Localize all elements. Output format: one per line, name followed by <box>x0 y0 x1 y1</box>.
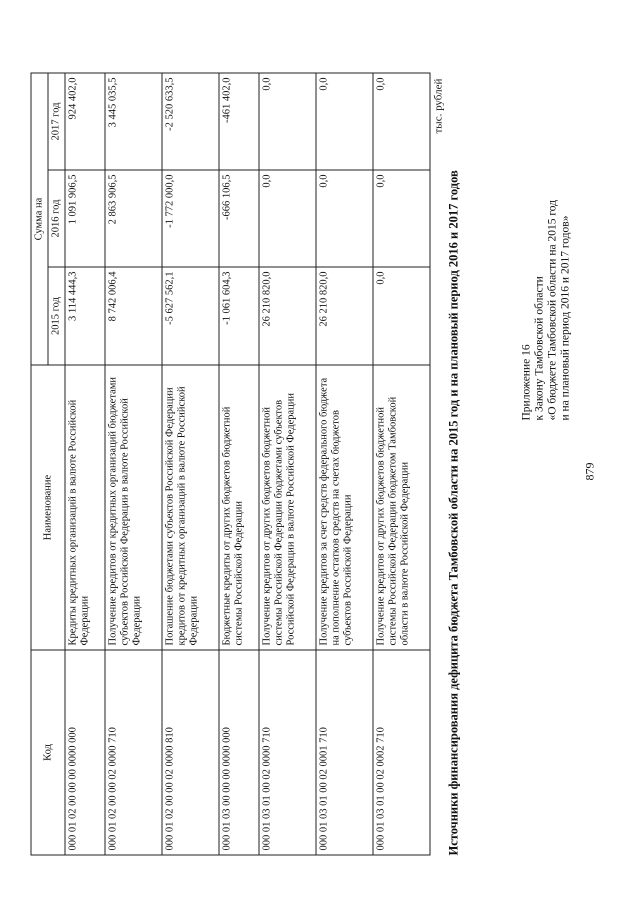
units-label: тыс. рублей <box>432 78 444 133</box>
cell-2015: 0,0 <box>373 267 430 365</box>
cell-2017: 0,0 <box>373 72 430 169</box>
cell-name: Получение кредитов от других бюджетов бюджетной системы Российской Федерации бюджетом Тамбовской области в валюте Российской Федерации <box>373 365 430 650</box>
table-row <box>65 72 105 854</box>
cell-code: 000 01 03 00 00 00 0000 000 <box>219 650 259 855</box>
cell-2016: 1 091 906,5 <box>65 170 105 267</box>
cell-2015: 26 210 820,0 <box>316 267 373 365</box>
cell-name: Получение кредитов от кредитных организаций бюджетами субъектов Российской Федерации в валюте Российской Федерации <box>105 365 162 650</box>
cell-2016: 0,0 <box>259 170 316 267</box>
cell-name: Получение кредитов от других бюджетов бюджетной системы Российской Федерации бюджетами субъектов Российской Федерации в валюте Российской Федерации <box>259 365 316 650</box>
header-2015: 2015 год <box>48 267 65 365</box>
header-2016: 2016 год <box>48 170 65 267</box>
header-sum: Сумма на <box>31 72 48 364</box>
cell-2015: 3 114 444,3 <box>65 267 105 365</box>
financing-table <box>30 72 430 855</box>
cell-2017: 0,0 <box>259 72 316 169</box>
appendix-line: к Закону Тамбовской области <box>533 275 545 420</box>
header-2017: 2017 год <box>48 72 65 169</box>
cell-name: Кредиты кредитных организаций в валюте Российской Федерации <box>65 365 105 650</box>
table-row <box>259 72 316 854</box>
table-row <box>316 72 373 854</box>
cell-code: 000 01 03 01 00 02 0002 710 <box>373 650 430 855</box>
appendix-line: «О бюджете Тамбовской области на 2015 год <box>546 199 558 420</box>
cell-2016: 0,0 <box>373 170 430 267</box>
cell-name: Погашение бюджетами субъектов Российской Федерации кредитов от кредитных организаций в валюте Российской Федерации <box>162 365 219 650</box>
table-row <box>162 72 219 854</box>
cell-name: Получение кредитов за счет средств федерального бюджета на пополнение остатков средств на счетах бюджетов субъектов Российской Федерации <box>316 365 373 650</box>
cell-code: 000 01 02 00 00 02 0000 810 <box>162 650 219 855</box>
header-row <box>31 72 48 854</box>
cell-2016: -1 772 000,0 <box>162 170 219 267</box>
cell-code: 000 01 03 01 00 02 0001 710 <box>316 650 373 855</box>
table-row <box>219 72 259 854</box>
appendix-line: Приложение 16 <box>520 343 532 420</box>
cell-name: Бюджетные кредиты от других бюджетов бюджетной системы Российской Федерации <box>219 365 259 650</box>
appendix-note <box>520 199 572 420</box>
cell-2016: 0,0 <box>316 170 373 267</box>
header-name: Наименование <box>31 365 65 650</box>
cell-2016: -666 106,5 <box>219 170 259 267</box>
cell-2015: -1 061 604,3 <box>219 267 259 365</box>
cell-2017: 0,0 <box>316 72 373 169</box>
cell-2015: 8 742 006,4 <box>105 267 162 365</box>
cell-2016: 2 863 906,5 <box>105 170 162 267</box>
cell-2017: -461 402,0 <box>219 72 259 169</box>
cell-2015: -5 627 562,1 <box>162 267 219 365</box>
table-row <box>373 72 430 854</box>
cell-2017: -2 520 633,5 <box>162 72 219 169</box>
cell-2017: 924 402,0 <box>65 72 105 169</box>
appendix-line: и на плановый период 2016 и 2017 годов» <box>559 215 571 420</box>
rotated-page <box>20 30 620 875</box>
cell-2015: 26 210 820,0 <box>259 267 316 365</box>
cell-code: 000 01 03 01 00 02 0000 710 <box>259 650 316 855</box>
cell-code: 000 01 02 00 00 00 0000 000 <box>65 650 105 855</box>
page-number: 879 <box>582 462 596 480</box>
document-title: Источники финансирования дефицита бюджета Тамбовской области на 2015 год и на плановый период 2016 и 2017 годов <box>446 169 460 855</box>
header-code: Код <box>31 650 65 855</box>
table-row <box>105 72 162 854</box>
cell-code: 000 01 02 00 00 02 0000 710 <box>105 650 162 855</box>
cell-2017: 3 445 035,5 <box>105 72 162 169</box>
